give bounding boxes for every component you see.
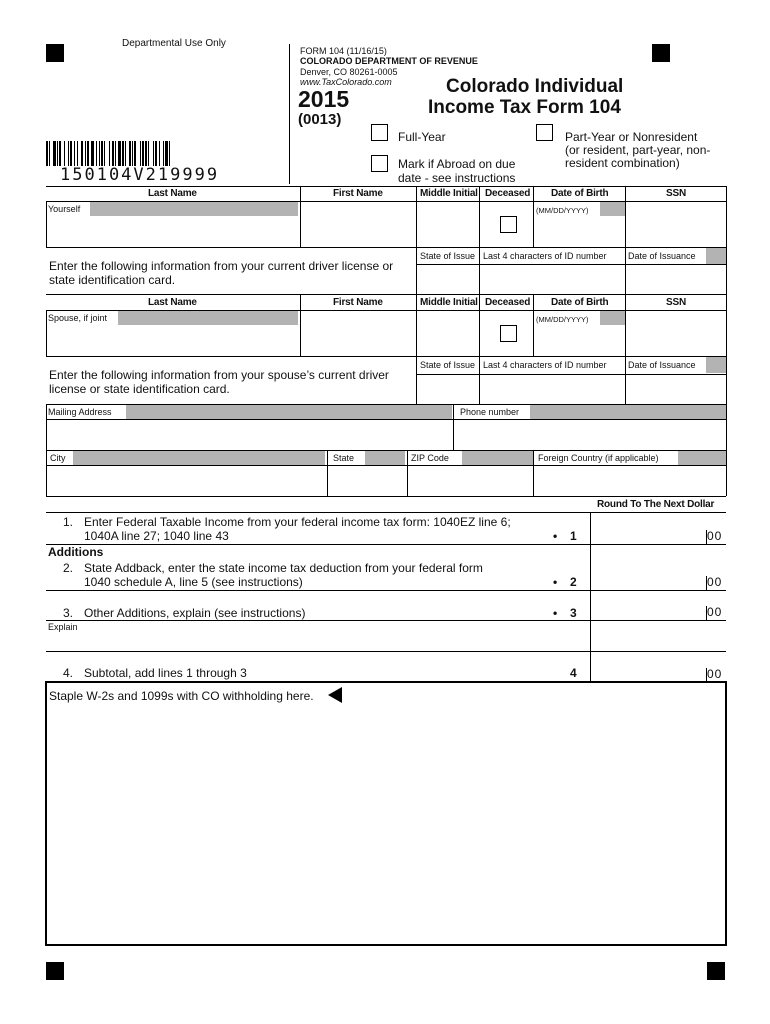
yourself-last4-label: Last 4 characters of ID number xyxy=(483,251,607,261)
staple-box xyxy=(45,681,727,946)
part-year-label-line1: Part-Year or Nonresident xyxy=(565,130,698,144)
spouse-col-first-name: First Name xyxy=(333,297,383,308)
full-year-label: Full-Year xyxy=(398,130,446,144)
line1-ref: 1 xyxy=(570,529,577,543)
department-name: COLORADO DEPARTMENT OF REVENUE xyxy=(300,56,478,66)
zip-field[interactable] xyxy=(462,451,533,465)
form-title-line2: Income Tax Form 104 xyxy=(428,97,621,118)
line4-ref: 4 xyxy=(570,666,577,680)
department-website: www.TaxColorado.com xyxy=(300,77,392,87)
line2-cents: 00 xyxy=(707,575,723,589)
mailing-address-field[interactable] xyxy=(126,405,452,419)
line1-number: 1. xyxy=(63,515,74,529)
line4-text1: Subtotal, add lines 1 through 3 xyxy=(84,666,247,680)
barcode xyxy=(46,141,250,166)
yourself-label: Yourself xyxy=(48,204,81,214)
yourself-state-of-issue-label: State of Issue xyxy=(420,251,476,261)
spouse-issuance-shade xyxy=(706,357,726,373)
line3-cents: 00 xyxy=(707,605,723,619)
spouse-last4-label: Last 4 characters of ID number xyxy=(483,360,607,370)
mailing-address-label: Mailing Address xyxy=(48,407,112,417)
line1-text2: 1040A line 27; 1040 line 43 xyxy=(84,529,229,543)
yourself-last-name-field[interactable] xyxy=(90,202,298,216)
spouse-col-last-name: Last Name xyxy=(148,297,197,308)
line2-text1: State Addback, enter the state income tax deduction from your federal form xyxy=(84,561,483,575)
col-ssn: SSN xyxy=(666,188,686,199)
part-year-checkbox[interactable] xyxy=(536,124,553,141)
phone-number-label: Phone number xyxy=(460,407,520,417)
yourself-license-instruction-line2: state identification card. xyxy=(49,273,176,287)
yourself-license-instruction-line1: Enter the following information from your current driver license or xyxy=(49,259,394,273)
spouse-license-instruction-line1: Enter the following information from your spouse’s current driver xyxy=(49,368,389,382)
spouse-dob-format: (MM/DD/YYYY) xyxy=(536,315,589,324)
form-id: FORM 104 (11/16/15) xyxy=(300,46,387,56)
line2-text2: 1040 schedule A, line 5 (see instructions) xyxy=(84,575,303,589)
line2-amount-field[interactable] xyxy=(591,559,705,590)
staple-arrow-icon xyxy=(328,687,342,703)
explain-field[interactable] xyxy=(90,621,726,651)
line2-bullet: • xyxy=(553,575,558,589)
line3-amount-field[interactable] xyxy=(591,591,705,620)
registration-mark xyxy=(707,962,725,980)
spouse-col-deceased: Deceased xyxy=(485,297,531,308)
form-title-line1: Colorado Individual xyxy=(446,76,624,97)
full-year-checkbox[interactable] xyxy=(371,124,388,141)
zip-label: ZIP Code xyxy=(411,453,449,463)
line3-number: 3. xyxy=(63,606,74,620)
spouse-state-of-issue-label: State of Issue xyxy=(420,360,476,370)
spouse-deceased-checkbox[interactable] xyxy=(500,325,517,342)
state-label: State xyxy=(333,453,355,463)
line1-text1: Enter Federal Taxable Income from your federal income tax form: 1040EZ line 6; xyxy=(84,515,511,529)
dept-use-only-label: Departmental Use Only xyxy=(122,38,226,49)
col-dob: Date of Birth xyxy=(551,188,609,199)
part-year-label-line3: resident combination) xyxy=(565,156,680,170)
foreign-country-field[interactable] xyxy=(678,451,726,465)
yourself-deceased-checkbox[interactable] xyxy=(500,216,517,233)
abroad-label-line1: Mark if Abroad on due xyxy=(398,157,516,171)
department-address: Denver, CO 80261-0005 xyxy=(300,67,398,77)
registration-mark xyxy=(46,962,64,980)
spouse-col-ssn: SSN xyxy=(666,297,686,308)
spouse-label: Spouse, if joint xyxy=(48,313,108,323)
spouse-col-middle-initial: Middle Initial xyxy=(420,297,478,308)
col-first-name: First Name xyxy=(333,188,383,199)
city-label: City xyxy=(50,453,66,463)
spouse-dob-shade xyxy=(600,311,625,325)
spouse-last-name-field[interactable] xyxy=(118,311,298,325)
spouse-col-dob: Date of Birth xyxy=(551,297,609,308)
tax-year: 2015 xyxy=(298,86,350,112)
line3-bullet: • xyxy=(553,606,558,620)
line4-number: 4. xyxy=(63,666,74,680)
col-middle-initial: Middle Initial xyxy=(420,188,478,199)
yourself-issuance-shade xyxy=(706,248,726,264)
abroad-label-line2: date - see instructions xyxy=(398,171,516,185)
yourself-dob-format: (MM/DD/YYYY) xyxy=(536,206,589,215)
spouse-date-issuance-label: Date of Issuance xyxy=(628,360,696,370)
form-code: (0013) xyxy=(298,111,342,128)
col-deceased: Deceased xyxy=(485,188,531,199)
foreign-country-label: Foreign Country (if applicable) xyxy=(538,453,659,463)
line1-bullet: • xyxy=(553,529,558,543)
spouse-license-instruction-line2: license or state identification card. xyxy=(49,382,230,396)
city-field[interactable] xyxy=(73,451,325,465)
registration-mark xyxy=(652,44,670,62)
additions-heading: Additions xyxy=(48,545,104,559)
round-note: Round To The Next Dollar xyxy=(597,499,715,510)
barcode-number: 150104V219999 xyxy=(60,165,220,185)
state-field[interactable] xyxy=(365,451,405,465)
line3-text1: Other Additions, explain (see instructions) xyxy=(84,606,306,620)
header-divider xyxy=(289,44,290,184)
line2-ref: 2 xyxy=(570,575,577,589)
yourself-dob-shade xyxy=(600,202,625,216)
registration-mark xyxy=(46,44,64,62)
abroad-checkbox[interactable] xyxy=(371,155,388,172)
line3-ref: 3 xyxy=(570,606,577,620)
staple-instruction: Staple W-2s and 1099s with CO withholding here. xyxy=(49,689,314,703)
line4-cents: 00 xyxy=(707,667,723,681)
part-year-label-line2: (or resident, part-year, non- xyxy=(565,143,711,157)
line1-cents: 00 xyxy=(707,529,723,543)
explain-label: Explain xyxy=(48,622,78,632)
yourself-date-issuance-label: Date of Issuance xyxy=(628,251,696,261)
phone-number-field[interactable] xyxy=(530,405,726,419)
col-last-name: Last Name xyxy=(148,188,197,199)
line1-amount-field[interactable] xyxy=(591,513,705,544)
line2-number: 2. xyxy=(63,561,74,575)
line4-amount-field[interactable] xyxy=(591,652,705,682)
